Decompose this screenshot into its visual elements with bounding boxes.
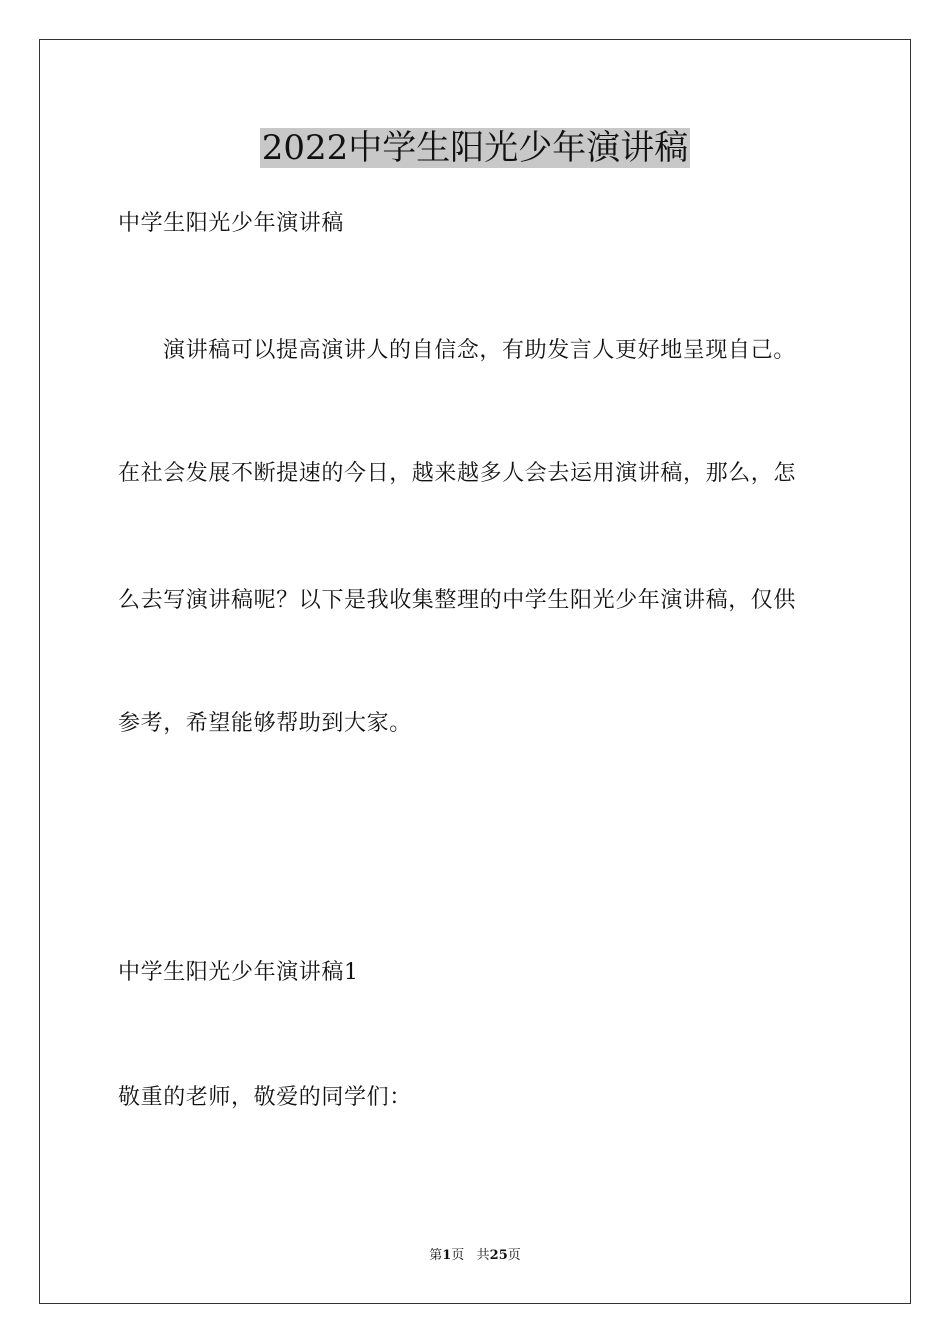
intro-line-2: 在社会发展不断提速的今日，越来越多人会去运用演讲稿，那么，怎 xyxy=(118,461,797,486)
section-heading: 中学生阳光少年演讲稿1 xyxy=(118,960,359,985)
salutation: 敬重的老师，敬爱的同学们： xyxy=(118,1085,412,1110)
intro-line-3: 么去写演讲稿呢？以下是我收集整理的中学生阳光少年演讲稿，仅供 xyxy=(118,588,797,613)
footer-suffix: 页 xyxy=(507,1248,521,1263)
subtitle: 中学生阳光少年演讲稿 xyxy=(118,211,345,236)
page-footer xyxy=(0,1247,950,1265)
footer-total-pages: 25 xyxy=(489,1248,508,1263)
title-text: 2022中学生阳光少年演讲稿 xyxy=(261,128,689,168)
footer-mid: 页 共 xyxy=(451,1248,490,1263)
footer-prefix: 第 xyxy=(429,1248,443,1263)
intro-line-4: 参考，希望能够帮助到大家。 xyxy=(118,711,412,736)
document-title xyxy=(0,126,950,170)
intro-line-1: 演讲稿可以提高演讲人的自信念，有助发言人更好地呈现自己。 xyxy=(163,338,796,363)
footer-current-page: 1 xyxy=(442,1248,452,1263)
